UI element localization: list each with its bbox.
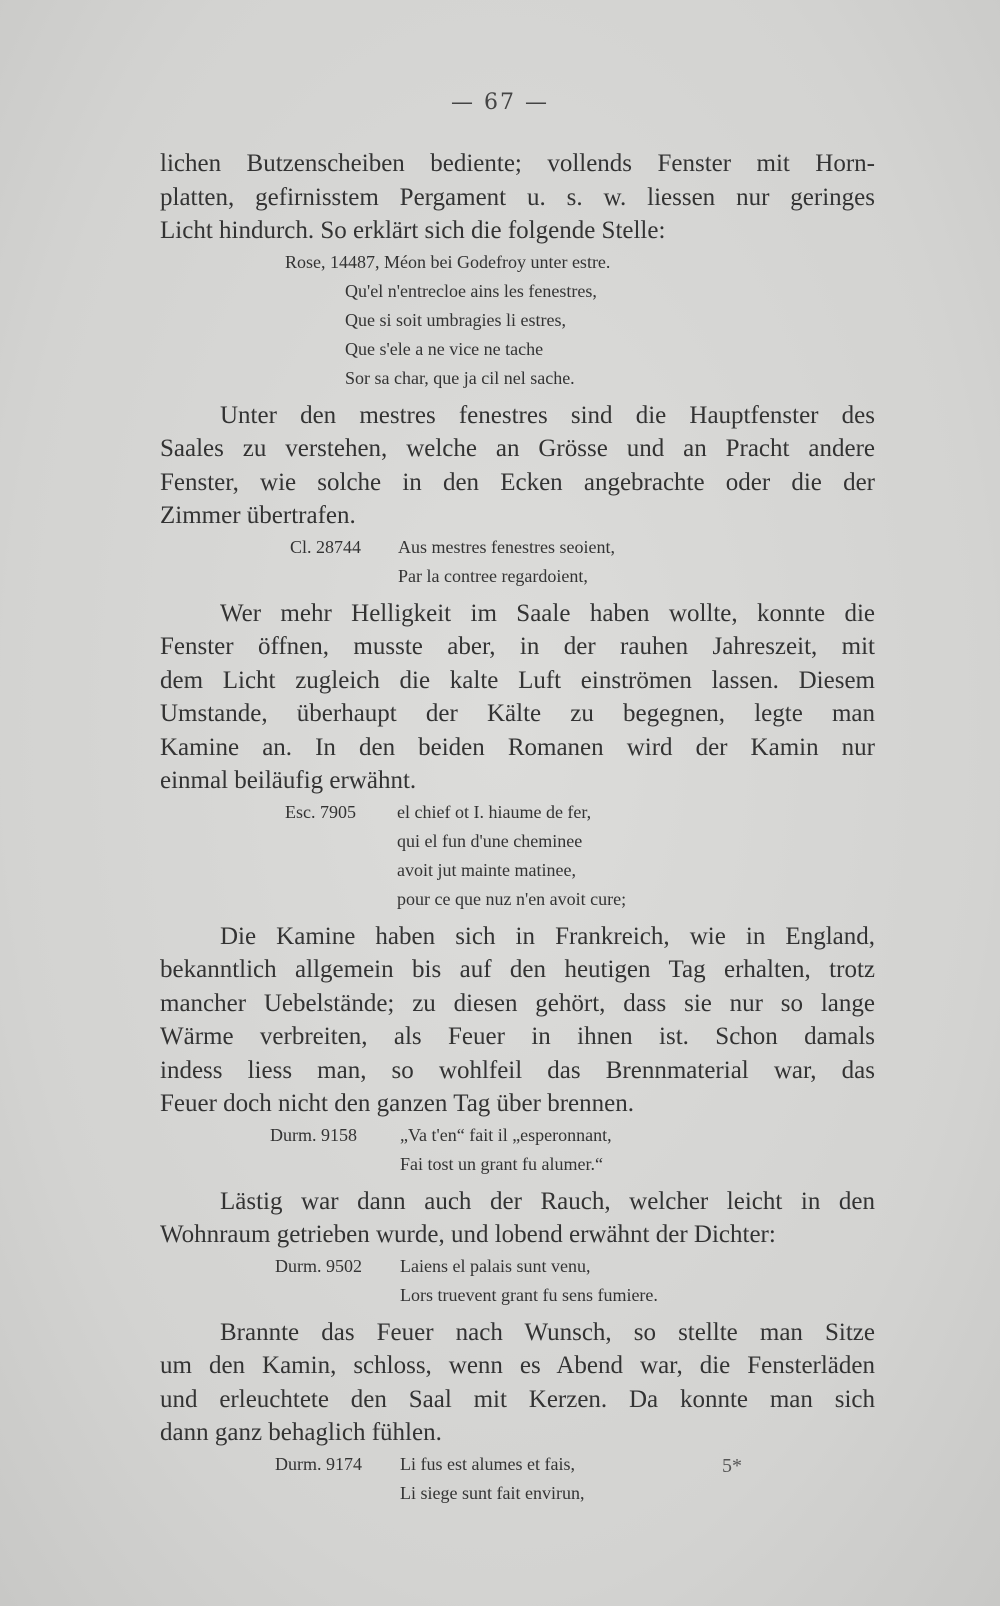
text-line: Die Kamine haben sich in Frankreich, wie in England, xyxy=(220,922,875,950)
signature-mark: 5* xyxy=(722,1455,742,1477)
paragraph-3 xyxy=(160,597,875,798)
text-line: Wohnraum getrieben wurde, und lobend erwähnt der Dichter: xyxy=(160,1221,776,1248)
quote-line: Sor sa char, que ja cil nel sache. xyxy=(345,367,575,388)
quotation-4 xyxy=(270,1121,875,1179)
quote-reference: Esc. 7905 xyxy=(285,801,356,822)
quote-reference: Durm. 9174 xyxy=(275,1453,362,1474)
quote-reference: Durm. 9158 xyxy=(270,1124,357,1145)
quote-line: Que s'ele a ne vice ne tache xyxy=(345,338,544,359)
text-line: Licht hindurch. So erklärt sich die folgende Stelle: xyxy=(160,217,666,244)
text-line: Kamine an. In den beiden Romanen wird der Kamin nur xyxy=(160,733,875,761)
quote-reference: Rose, 14487, Méon bei Godefroy unter estre. xyxy=(285,251,611,272)
quote-line: Lors truevent grant fu sens fumiere. xyxy=(400,1284,658,1305)
text-line: Saales zu verstehen, welche an Grösse und an Pracht andere xyxy=(160,435,875,462)
quote-line-with-ref xyxy=(275,1450,875,1479)
page-body xyxy=(160,147,875,1508)
text-line: Wer mehr Helligkeit im Saale haben wollte, konnte die xyxy=(220,599,875,627)
quote-line: Aus mestres fenestres seoient, xyxy=(398,536,615,557)
quotation-3 xyxy=(285,798,875,914)
quotation-1 xyxy=(285,248,875,393)
quote-line: qui el fun d'une cheminee xyxy=(397,830,583,851)
text-line: um den Kamin, schloss, wenn es Abend war, die Fensterläden xyxy=(160,1352,875,1379)
text-line: Fenster, wie solche in den Ecken angebrachte oder die der xyxy=(160,468,875,496)
text-line: und erleuchtete den Saal mit Kerzen. Da konnte man sich xyxy=(160,1385,875,1413)
paragraph-2 xyxy=(160,399,875,533)
text-line: Fenster öffnen, musste aber, in der rauhen Jahreszeit, mit xyxy=(160,633,875,660)
quote-reference: Cl. 28744 xyxy=(290,536,362,557)
quote-line: Li fus est alumes et fais, xyxy=(400,1453,575,1474)
quotation-2 xyxy=(290,533,875,591)
quote-line-with-ref xyxy=(275,1252,875,1281)
quotation-5 xyxy=(275,1252,875,1310)
text-line: Brannte das Feuer nach Wunsch, so stellte man Sitze xyxy=(220,1318,875,1346)
quote-line: pour ce que nuz n'en avoit cure; xyxy=(397,888,627,909)
paragraph-6 xyxy=(160,1316,875,1450)
text-line: platten, gefirnisstem Pergament u. s. w. liessen nur geringes xyxy=(160,183,875,211)
text-line: Wärme verbreiten, als Feuer in ihnen ist. Schon damals xyxy=(160,1023,875,1050)
quote-line-with-ref xyxy=(285,798,875,827)
paragraph-4 xyxy=(160,920,875,1121)
quote-line-with-ref xyxy=(270,1121,875,1150)
paragraph-5 xyxy=(160,1185,875,1252)
text-line: dem Licht zugleich die kalte Luft einströmen lassen. Diesem xyxy=(160,666,875,694)
text-line: Feuer doch nicht den ganzen Tag über brennen. xyxy=(160,1090,634,1117)
text-line: mancher Uebelstände; zu diesen gehört, dass sie nur so lange xyxy=(160,989,875,1017)
text-line: einmal beiläufig erwähnt. xyxy=(160,767,417,794)
text-line: Zimmer übertrafen. xyxy=(160,502,356,529)
quote-line: Li siege sunt fait envirun, xyxy=(400,1482,585,1503)
text-line: Lästig war dann auch der Rauch, welcher leicht in den xyxy=(220,1187,875,1215)
quotation-6 xyxy=(275,1450,875,1508)
quote-line: Que si soit umbragies li estres, xyxy=(345,309,566,330)
quote-line: el chief ot I. hiaume de fer, xyxy=(397,801,592,822)
quote-line: Par la contree regardoient, xyxy=(398,565,588,586)
text-line: Umstande, überhaupt der Kälte zu begegnen, legte man xyxy=(160,700,875,727)
text-line: dann ganz behaglich fühlen. xyxy=(160,1419,442,1446)
text-line: lichen Butzenscheiben bediente; vollends Fenster mit Horn- xyxy=(160,150,875,177)
text-line: bekanntlich allgemein bis auf den heutigen Tag erhalten, trotz xyxy=(160,956,875,983)
quote-line-with-ref xyxy=(290,533,875,562)
quote-line: „Va t'en“ fait il „esperonnant, xyxy=(400,1124,612,1145)
paragraph-1 xyxy=(160,147,875,248)
quote-line: Fai tost un grant fu alumer.“ xyxy=(400,1153,603,1174)
quote-reference: Durm. 9502 xyxy=(275,1255,362,1276)
text-line: indess liess man, so wohlfeil das Brennmaterial war, das xyxy=(160,1056,875,1084)
quote-line: Qu'el n'entrecloe ains les fenestres, xyxy=(345,280,597,301)
page-header: — 67 — xyxy=(451,90,549,115)
text-line: Unter den mestres fenestres sind die Hauptfenster des xyxy=(220,401,875,429)
quote-line: avoit jut mainte matinee, xyxy=(397,859,576,880)
quote-line: Laiens el palais sunt venu, xyxy=(400,1255,591,1276)
